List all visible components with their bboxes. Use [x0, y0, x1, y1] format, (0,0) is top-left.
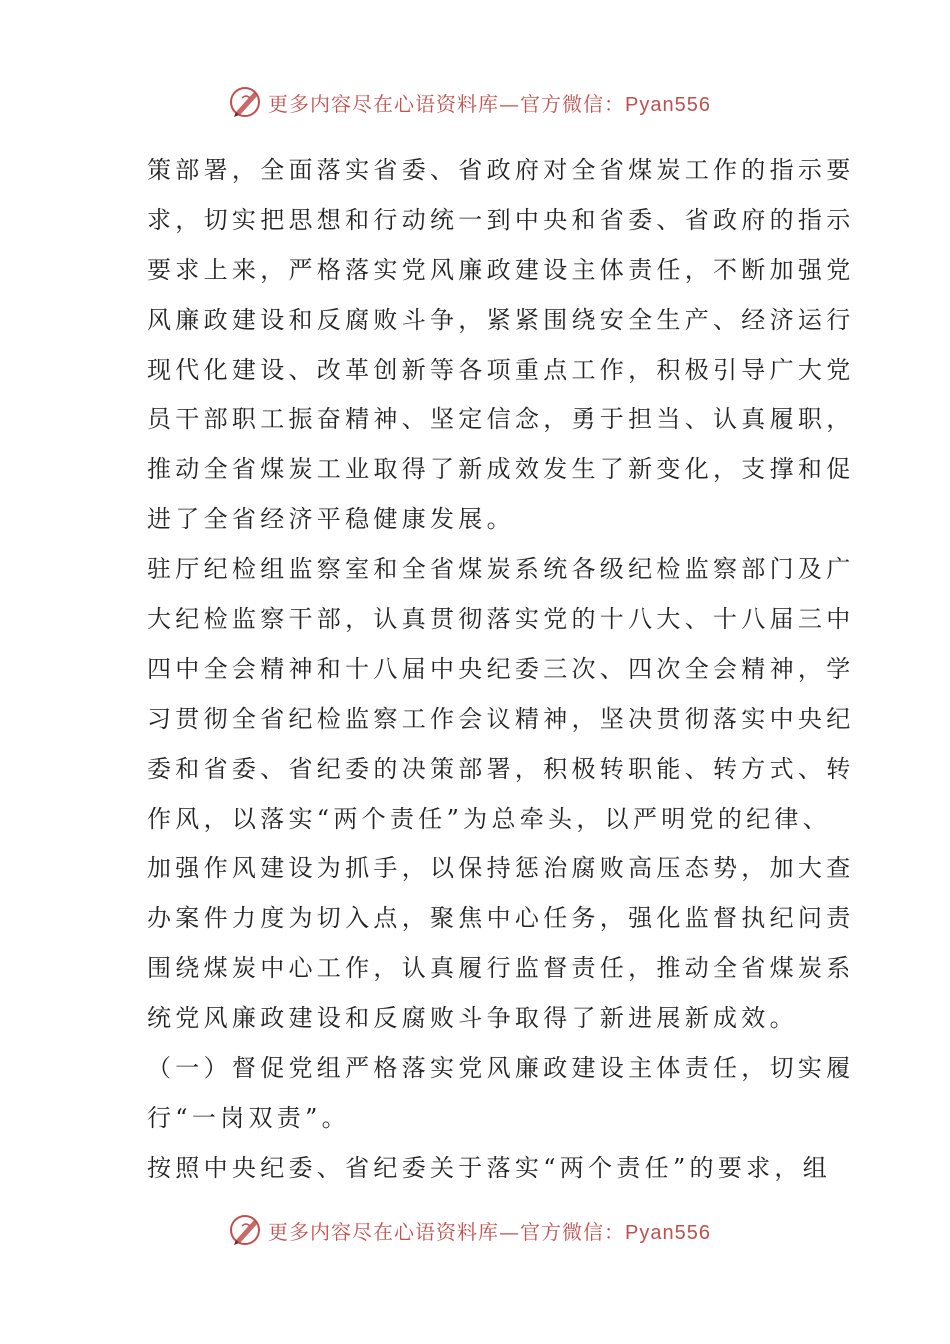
- text-line: 大纪检监察干部，认真贯彻落实党的十八大、十八届三中: [147, 605, 855, 634]
- text-line: 风廉政建设和反腐败斗争，紧紧围绕安全生产、经济运行: [147, 305, 855, 334]
- text-line: 按照中央纪委、省纪委关于落实“两个责任”的要求，组: [147, 1153, 832, 1182]
- banner-label: 更多内容尽在心语资料库—官方微信：: [268, 1219, 625, 1244]
- text-line: 围绕煤炭中心工作，认真履行监督责任，推动全省煤炭系: [147, 954, 855, 983]
- wechat-id: Pyan556: [625, 93, 711, 116]
- footer-banner: [228, 1210, 711, 1250]
- text-line: 委和省委、省纪委的决策部署，积极转职能、转方式、转: [147, 754, 855, 783]
- text-line: 驻厅纪检组监察室和全省煤炭系统各级纪检监察部门及广: [147, 555, 855, 584]
- text-line: 推动全省煤炭工业取得了新成效发生了新变化，支撑和促: [147, 455, 855, 484]
- text-line: 习贯彻全省纪检监察工作会议精神，坚决贯彻落实中央纪: [147, 704, 855, 733]
- banner-text: [268, 88, 711, 117]
- wechat-id: Pyan556: [625, 1221, 711, 1244]
- text-line: 现代化建设、改革创新等各项重点工作，积极引导广大党: [147, 355, 855, 384]
- text-line: （一）督促党组严格落实党风廉政建设主体责任，切实履: [147, 1054, 855, 1083]
- document-body: [147, 146, 855, 1194]
- text-line: 要求上来，严格落实党风廉政建设主体责任，不断加强党: [147, 255, 855, 284]
- text-line: 四中全会精神和十八届中央纪委三次、四次全会精神，学: [147, 654, 855, 683]
- text-line: 加强作风建设为抓手，以保持惩治腐败高压态势，加大查: [147, 854, 855, 883]
- text-line: 办案件力度为切入点，聚焦中心任务，强化监督执纪问责: [147, 904, 855, 933]
- text-line: 统党风廉政建设和反腐败斗争取得了新进展新成效。: [147, 1004, 798, 1033]
- header-banner: [228, 82, 711, 122]
- text-line: 作风，以落实“两个责任”为总牵头，以严明党的纪律、: [147, 804, 832, 833]
- text-line: 员干部职工振奋精神、坚定信念，勇于担当、认真履职，: [147, 405, 855, 434]
- text-line: 进了全省经济平稳健康发展。: [147, 505, 515, 534]
- banner-label: 更多内容尽在心语资料库—官方微信：: [268, 91, 625, 116]
- text-line: 求，切实把思想和行动统一到中央和省委、省政府的指示: [147, 205, 855, 234]
- banner-text: [268, 1216, 711, 1245]
- text-line: 行“一岗双责”。: [147, 1103, 350, 1132]
- pen-logo-icon: [228, 1212, 264, 1248]
- pen-logo-icon: [228, 84, 264, 120]
- text-line: 策部署，全面落实省委、省政府对全省煤炭工作的指示要: [147, 156, 855, 184]
